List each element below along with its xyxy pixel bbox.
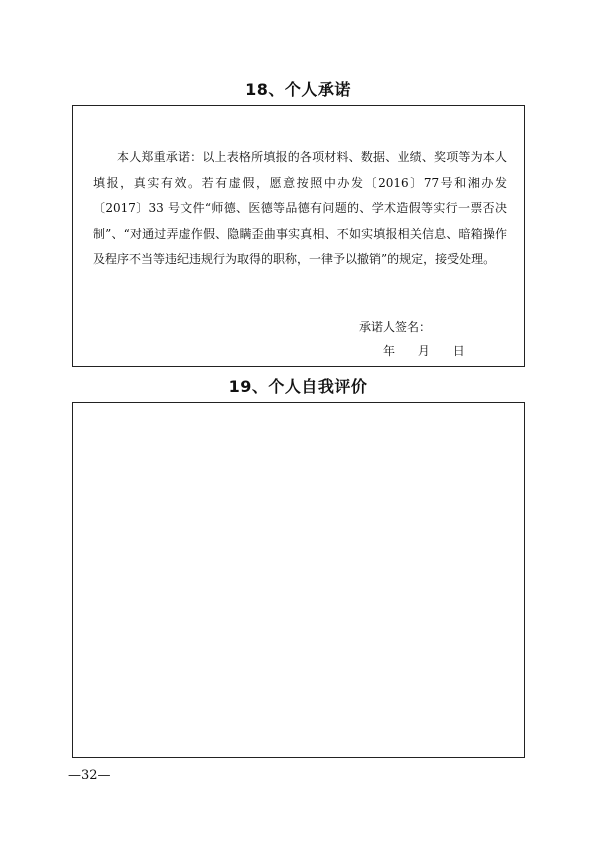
section-19-title: 19、个人自我评价	[228, 377, 368, 396]
section-18-title: 18、个人承诺	[245, 80, 351, 99]
page-number: —32—	[68, 768, 111, 783]
pledge-text: 本人郑重承诺：以上表格所填报的各项材料、数据、业绩、奖项等为本人填报，真实有效。若有虚假，愿意按照中办发〔2016〕77号和湘办发〔2017〕33 号文件“师德、医德等品德有问题的、学术造假等实行一票否决制”、“对通过弄虚作假、隐瞒歪曲事实真相、不如实填报相关信息、暗箱操作及程序不当等违纪违规行为取得的职称，一律予以撤销”的规定，接受处理。	[93, 150, 507, 266]
date-line: 年 月 日	[383, 344, 465, 358]
signature-label: 承诺人签名：	[359, 320, 432, 334]
self-evaluation-box	[72, 402, 525, 758]
pledge-box	[72, 105, 525, 367]
